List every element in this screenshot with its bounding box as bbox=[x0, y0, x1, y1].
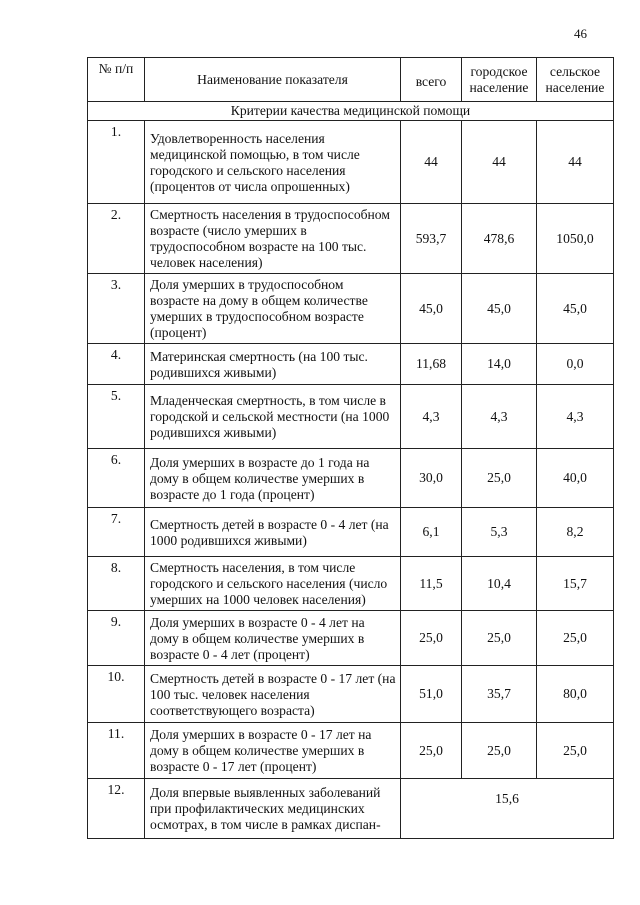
value-total: 11,68 bbox=[401, 344, 462, 385]
value-urban: 35,7 bbox=[462, 666, 537, 723]
table-row bbox=[88, 508, 614, 557]
indicator-name: Младенческая смертность, в том числе в городской и сельской местности (на 1000 родившихся живыми) bbox=[145, 385, 401, 449]
indicator-name: Смертность детей в возрасте 0 - 4 лет (на 1000 родившихся живыми) bbox=[145, 508, 401, 557]
indicator-name: Доля впервые выявленных заболеваний при профилактических медицинских осмотрах, в том числе в рамках диспан- bbox=[145, 779, 401, 839]
indicator-name: Доля умерших в возрасте 0 - 17 лет на дому в общем количестве умерших в возрасте 0 - 17 лет (процент) bbox=[145, 723, 401, 779]
value-total: 593,7 bbox=[401, 204, 462, 274]
value-urban: 478,6 bbox=[462, 204, 537, 274]
value-urban: 45,0 bbox=[462, 274, 537, 344]
table-row bbox=[88, 204, 614, 274]
row-number: 9. bbox=[88, 611, 145, 666]
value-urban: 10,4 bbox=[462, 557, 537, 611]
table-row bbox=[88, 344, 614, 385]
value-total: 4,3 bbox=[401, 385, 462, 449]
table-row bbox=[88, 385, 614, 449]
value-total: 45,0 bbox=[401, 274, 462, 344]
table-row bbox=[88, 557, 614, 611]
value-rural: 1050,0 bbox=[537, 204, 614, 274]
row-number: 3. bbox=[88, 274, 145, 344]
value-total: 6,1 bbox=[401, 508, 462, 557]
value-total: 51,0 bbox=[401, 666, 462, 723]
row-number: 6. bbox=[88, 449, 145, 508]
value-total: 30,0 bbox=[401, 449, 462, 508]
value-urban: 25,0 bbox=[462, 723, 537, 779]
page-number: 46 bbox=[574, 26, 587, 41]
value-rural: 80,0 bbox=[537, 666, 614, 723]
value-rural: 15,7 bbox=[537, 557, 614, 611]
header-row bbox=[88, 58, 614, 102]
header-urban: городское население bbox=[462, 58, 537, 102]
table-row bbox=[88, 449, 614, 508]
value-total: 25,0 bbox=[401, 611, 462, 666]
value-rural: 45,0 bbox=[537, 274, 614, 344]
section-row bbox=[88, 102, 614, 121]
row-number: 11. bbox=[88, 723, 145, 779]
table-row bbox=[88, 274, 614, 344]
indicator-name: Смертность населения, в том числе городского и сельского населения (число умерших на 1000 человек населения) bbox=[145, 557, 401, 611]
indicator-name: Материнская смертность (на 100 тыс. родившихся живыми) bbox=[145, 344, 401, 385]
row-number: 2. bbox=[88, 204, 145, 274]
value-urban: 14,0 bbox=[462, 344, 537, 385]
indicator-name: Доля умерших в трудоспособном возрасте на дому в общем количестве умерших в трудоспособном возрасте (процент) bbox=[145, 274, 401, 344]
value-urban: 25,0 bbox=[462, 611, 537, 666]
indicator-name: Удовлетворенность населения медицинской помощью, в том числе городского и сельского населения (процентов от числа опрошенных) bbox=[145, 121, 401, 204]
row-number: 7. bbox=[88, 508, 145, 557]
header-total: всего bbox=[401, 58, 462, 102]
row-number: 5. bbox=[88, 385, 145, 449]
table-row bbox=[88, 611, 614, 666]
value-urban: 4,3 bbox=[462, 385, 537, 449]
table-row bbox=[88, 121, 614, 204]
indicator-name: Доля умерших в возрасте 0 - 4 лет на дому в общем количестве умерших в возрасте 0 - 4 лет (процент) bbox=[145, 611, 401, 666]
row-number: 1. bbox=[88, 121, 145, 204]
indicator-name: Смертность детей в возрасте 0 - 17 лет (на 100 тыс. человек населения соответствующего возраста) bbox=[145, 666, 401, 723]
value-rural: 25,0 bbox=[537, 723, 614, 779]
value-urban: 25,0 bbox=[462, 449, 537, 508]
value-rural: 8,2 bbox=[537, 508, 614, 557]
value-rural: 4,3 bbox=[537, 385, 614, 449]
section-title: Критерии качества медицинской помощи bbox=[88, 102, 614, 121]
value-combined: 15,6 bbox=[401, 779, 614, 839]
table-row bbox=[88, 666, 614, 723]
table-row bbox=[88, 779, 614, 839]
value-rural: 25,0 bbox=[537, 611, 614, 666]
header-indicator-name: Наименование показателя bbox=[145, 58, 401, 102]
value-total: 25,0 bbox=[401, 723, 462, 779]
header-number: № п/п bbox=[88, 58, 145, 102]
value-rural: 44 bbox=[537, 121, 614, 204]
indicator-name: Смертность населения в трудоспособном возрасте (число умерших в трудоспособном возрасте на 100 тыс. человек населения) bbox=[145, 204, 401, 274]
value-rural: 40,0 bbox=[537, 449, 614, 508]
row-number: 10. bbox=[88, 666, 145, 723]
value-rural: 0,0 bbox=[537, 344, 614, 385]
row-number: 4. bbox=[88, 344, 145, 385]
value-total: 44 bbox=[401, 121, 462, 204]
value-urban: 44 bbox=[462, 121, 537, 204]
table-row bbox=[88, 723, 614, 779]
header-rural: сельское население bbox=[537, 58, 614, 102]
row-number: 8. bbox=[88, 557, 145, 611]
value-total: 11,5 bbox=[401, 557, 462, 611]
indicator-name: Доля умерших в возрасте до 1 года на дому в общем количестве умерших в возрасте до 1 года (процент) bbox=[145, 449, 401, 508]
indicators-table bbox=[87, 57, 614, 839]
row-number: 12. bbox=[88, 779, 145, 839]
value-urban: 5,3 bbox=[462, 508, 537, 557]
